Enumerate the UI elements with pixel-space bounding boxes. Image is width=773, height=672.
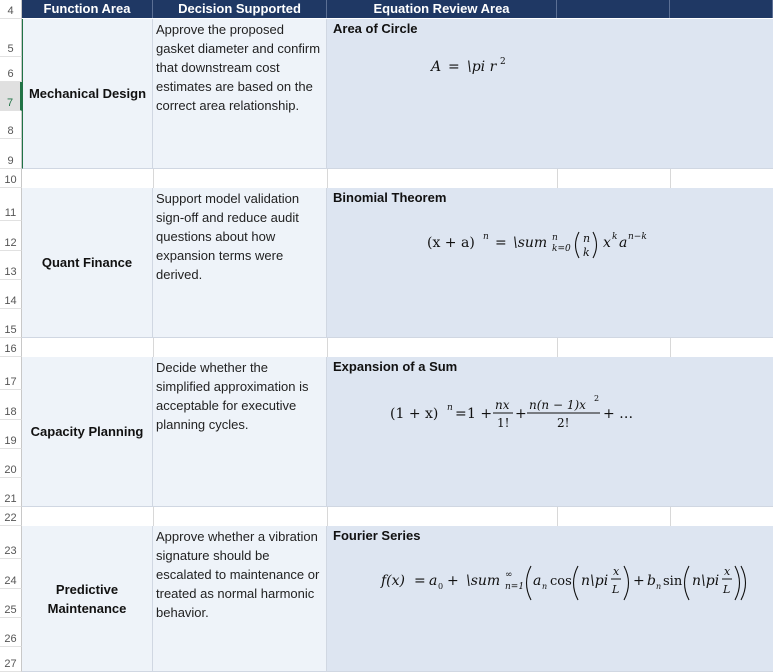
function-area-cell[interactable]: [22, 526, 153, 672]
row-header[interactable]: 17: [0, 357, 22, 390]
svg-text:cos: cos: [550, 574, 572, 589]
svg-text:a: a: [619, 235, 628, 251]
svg-text:n=1: n=1: [505, 582, 525, 592]
row-header[interactable]: 24: [0, 559, 22, 589]
svg-text:n: n: [583, 232, 591, 245]
row-header[interactable]: 6: [0, 57, 22, 82]
row-header-selected[interactable]: 7: [0, 82, 22, 111]
svg-text:k: k: [583, 246, 590, 259]
row-header[interactable]: 18: [0, 390, 22, 420]
svg-text:+: +: [515, 406, 527, 422]
column-gridline: [557, 169, 558, 188]
function-area-label: Quant Finance: [41, 255, 133, 270]
area-of-circle-formula: [327, 51, 773, 91]
decision-text: Approve the proposed gasket diameter and confirm that downstream cost estimates are based on the correct area relationship.: [156, 22, 321, 113]
equation-cell[interactable]: [327, 188, 773, 338]
column-gridline: [153, 169, 154, 188]
decision-cell[interactable]: [153, 19, 327, 169]
decision-cell[interactable]: [153, 188, 327, 338]
svg-text:sin: sin: [663, 574, 683, 589]
spacer-row[interactable]: [22, 507, 773, 527]
svg-text:2: 2: [500, 57, 506, 67]
fourier-series-formula: [327, 558, 773, 608]
row-header[interactable]: 26: [0, 618, 22, 647]
svg-text:n(n − 1)x: n(n − 1)x: [529, 398, 586, 412]
binomial-theorem-formula: [327, 220, 773, 270]
decision-cell[interactable]: [153, 526, 327, 672]
decision-cell[interactable]: [153, 357, 327, 507]
equation-title: Expansion of a Sum: [333, 359, 458, 374]
column-gridline: [670, 507, 671, 526]
svg-text:a: a: [533, 573, 542, 589]
function-area-label: Capacity Planning: [30, 424, 144, 439]
column-header-function-area[interactable]: Function Area: [22, 0, 153, 18]
svg-text:+ …: + …: [603, 406, 634, 422]
column-gridline: [327, 169, 328, 188]
svg-text:(x + a): (x + a): [427, 235, 475, 251]
svg-text:+: +: [633, 573, 645, 589]
svg-text:a: a: [429, 573, 438, 589]
svg-text:nx: nx: [495, 398, 510, 412]
svg-text:\pi r: \pi r: [467, 59, 497, 75]
row-header[interactable]: 23: [0, 526, 22, 559]
column-gridline: [327, 507, 328, 526]
function-area-cell[interactable]: [22, 188, 153, 338]
expansion-of-sum-formula: [327, 389, 773, 439]
svg-text:L: L: [612, 583, 620, 596]
row-header[interactable]: 12: [0, 221, 22, 251]
column-header-empty[interactable]: [557, 0, 670, 18]
svg-text:L: L: [723, 583, 731, 596]
svg-text:n: n: [447, 403, 453, 413]
svg-text:A: A: [431, 59, 442, 75]
row-header[interactable]: 13: [0, 251, 22, 280]
svg-text:n−k: n−k: [628, 232, 647, 242]
equation-cell[interactable]: [327, 526, 773, 672]
svg-text:2: 2: [594, 394, 600, 403]
column-gridline: [557, 507, 558, 526]
svg-text:x: x: [724, 565, 731, 578]
svg-text:n: n: [542, 582, 548, 591]
function-area-label: Mechanical Design: [28, 86, 147, 101]
row-header[interactable]: 22: [0, 507, 22, 526]
svg-text:=: =: [455, 406, 467, 422]
svg-text:=: =: [495, 235, 507, 251]
column-gridline: [670, 169, 671, 188]
row-header[interactable]: 4: [0, 0, 22, 19]
svg-text:=: =: [414, 573, 426, 589]
svg-text:\sum: \sum: [466, 573, 501, 589]
row-header[interactable]: 5: [0, 19, 22, 57]
decision-text: Support model validation sign-off and reduce audit questions about how expansion terms were derived.: [156, 191, 300, 282]
column-header-decision-supported[interactable]: Decision Supported: [153, 0, 327, 18]
equation-title: Binomial Theorem: [333, 190, 447, 205]
svg-text:n\pi: n\pi: [581, 573, 609, 589]
column-gridline: [327, 338, 328, 357]
equation-title: Fourier Series: [333, 528, 421, 543]
spacer-row[interactable]: [22, 169, 773, 189]
column-gridline: [153, 338, 154, 357]
row-header[interactable]: 15: [0, 309, 22, 338]
column-gridline: [153, 507, 154, 526]
svg-text:x: x: [613, 565, 620, 578]
column-header-equation-review-area[interactable]: Equation Review Area: [327, 0, 557, 18]
svg-text:k=0: k=0: [552, 244, 571, 254]
row-header[interactable]: 11: [0, 188, 22, 221]
column-gridline: [670, 338, 671, 357]
function-area-cell[interactable]: [22, 19, 153, 169]
row-header[interactable]: 16: [0, 338, 22, 357]
function-area-label: Predictive Maintenance: [47, 581, 127, 616]
row-header[interactable]: 27: [0, 647, 22, 672]
svg-text:k: k: [612, 232, 618, 242]
svg-text:+: +: [447, 573, 459, 589]
svg-text:1 +: 1 +: [467, 406, 493, 422]
function-area-cell[interactable]: [22, 357, 153, 507]
column-header-empty[interactable]: [670, 0, 773, 18]
row-header[interactable]: 14: [0, 280, 22, 309]
equation-cell[interactable]: [327, 357, 773, 507]
svg-text:b: b: [647, 573, 656, 589]
svg-text:n: n: [656, 582, 662, 591]
svg-text:(1 + x): (1 + x): [390, 406, 439, 422]
row-header[interactable]: 9: [0, 139, 22, 169]
svg-text:∞: ∞: [505, 570, 513, 580]
row-header[interactable]: 10: [0, 169, 22, 188]
svg-text:\sum: \sum: [513, 235, 548, 251]
svg-text:=: =: [448, 59, 460, 75]
row-header[interactable]: 8: [0, 111, 22, 139]
svg-text:0: 0: [438, 582, 444, 591]
svg-text:x: x: [603, 235, 611, 251]
equation-cell[interactable]: [327, 19, 773, 169]
svg-text:f(x): f(x): [381, 573, 406, 589]
equation-title: Area of Circle: [333, 21, 418, 36]
row-header[interactable]: 21: [0, 478, 22, 507]
column-gridline: [557, 338, 558, 357]
svg-text:1!: 1!: [497, 416, 510, 430]
decision-text: Decide whether the simplified approximation is acceptable for executive planning cycles.: [156, 360, 309, 432]
row-header[interactable]: 25: [0, 589, 22, 618]
row-header[interactable]: 19: [0, 420, 22, 449]
spacer-row[interactable]: [22, 338, 773, 358]
svg-text:n: n: [552, 233, 558, 243]
svg-text:n\pi: n\pi: [692, 573, 720, 589]
svg-text:2!: 2!: [557, 416, 570, 430]
svg-text:n: n: [483, 232, 489, 242]
decision-text: Approve whether a vibration signature should be escalated to maintenance or treated as normal harmonic behavior.: [156, 529, 320, 620]
row-header[interactable]: 20: [0, 449, 22, 478]
